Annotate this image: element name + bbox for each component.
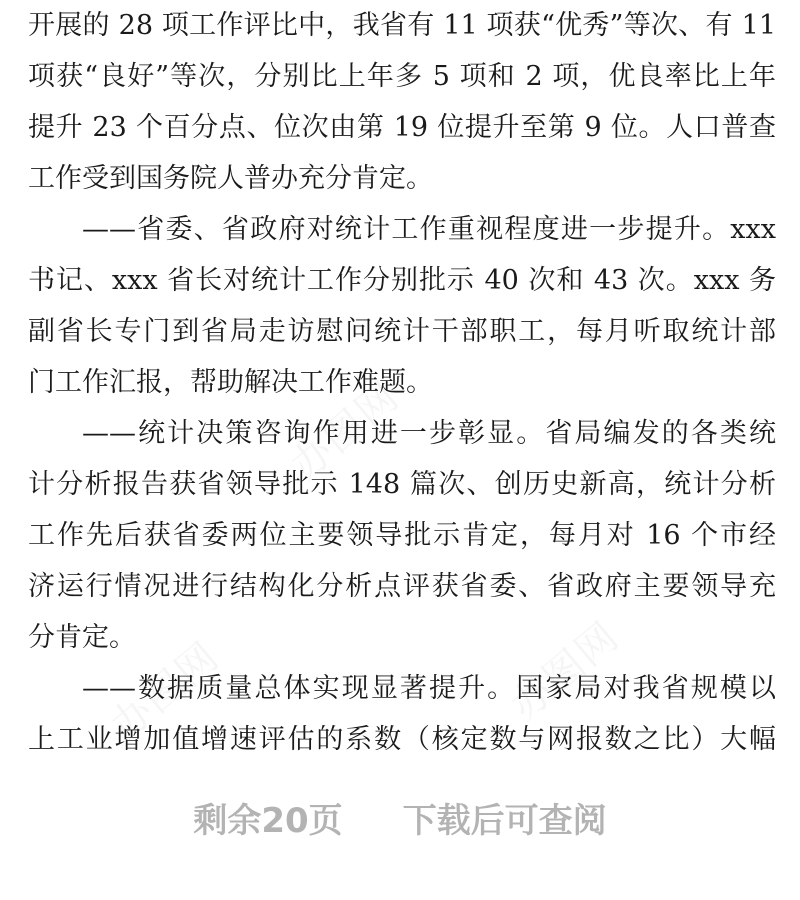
text-line: 门工作汇报，帮助解决工作难题。 [28, 367, 433, 398]
text-line: 项获“良好”等次，分别比上年多 5 项和 2 项，优良率比上年 [28, 61, 776, 92]
watermark: 办图网 [102, 633, 229, 750]
download-prompt[interactable] [0, 796, 800, 846]
text-line: 副省长专门到省局走访慰问统计干部职工，每月听取统计部 [28, 316, 776, 347]
text-line: 分肯定。 [28, 622, 136, 653]
text-line: 书记、xxx 省长对统计工作分别批示 40 次和 43 次。xxx 务 [28, 265, 776, 296]
text-line: 济运行情况进行结构化分析点评获省委、省政府主要领导充 [28, 571, 776, 602]
text-line: 提升 23 个百分点、位次由第 19 位提升至第 9 位。人口普查 [28, 112, 776, 143]
text-line: ——统计决策咨询作用进一步彰显。省局编发的各类统 [82, 418, 776, 449]
watermark: 办图网 [502, 613, 629, 730]
text-line: ——数据质量总体实现显著提升。国家局对我省规模以 [82, 673, 776, 704]
watermark: 办图网 [282, 373, 409, 490]
text-line: 工作受到国务院人普办充分肯定。 [28, 163, 433, 194]
text-line: 工作先后获省委两位主要领导批示肯定，每月对 16 个市经 [28, 520, 776, 551]
text-line: 开展的 28 项工作评比中，我省有 11 项获“优秀”等次、有 11 [28, 10, 776, 41]
text-line: ——省委、省政府对统计工作重视程度进一步提升。xxx [82, 214, 776, 245]
document-body [28, 0, 776, 765]
remaining-pages-label[interactable]: 剩余20页 [193, 801, 343, 841]
text-line: 上工业增加值增速评估的系数（核定数与网报数之比）大幅 [28, 724, 776, 755]
download-to-view-label[interactable]: 下载后可查阅 [402, 801, 607, 841]
text-line: 计分析报告获省领导批示 148 篇次、创历史新高，统计分析 [28, 469, 776, 500]
